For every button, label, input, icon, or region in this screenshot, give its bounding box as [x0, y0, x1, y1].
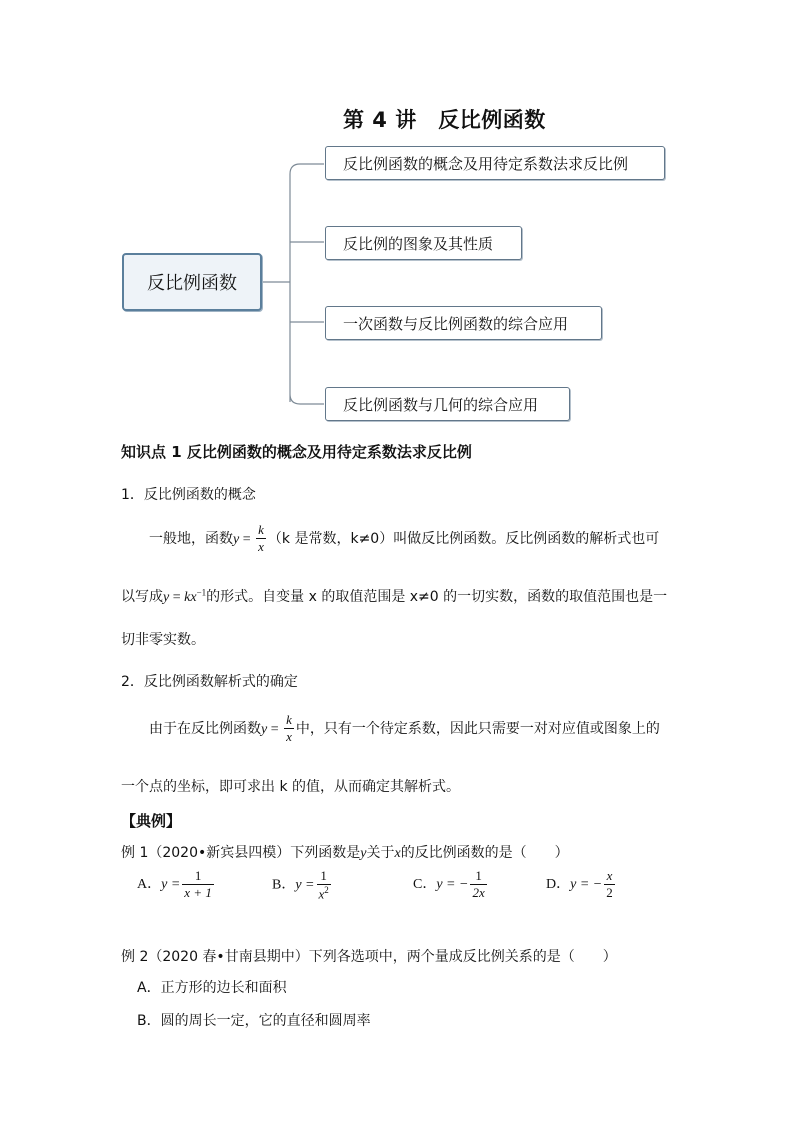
math-lhs: y =	[161, 876, 181, 892]
math-lhs: y =	[295, 877, 315, 893]
math-lhs: y = −	[436, 876, 469, 892]
numerator: 1	[194, 868, 202, 883]
option-a[interactable]: A．正方形的边长和面积	[137, 980, 287, 996]
mindmap-branch-label: 反比例的图象及其性质	[343, 234, 494, 253]
denominator: x	[258, 539, 264, 555]
fraction	[604, 868, 615, 902]
text: 一般地，函数	[149, 530, 233, 547]
text: 由于在反比例函数	[149, 720, 261, 737]
denominator: x + 1	[184, 885, 212, 901]
option-b[interactable]: B．圆的周长一定，它的直径和圆周率	[137, 1013, 371, 1029]
numerator: 1	[320, 868, 327, 883]
math-var: y	[360, 846, 367, 861]
text: 关于	[366, 845, 395, 861]
den-base: x	[318, 886, 325, 902]
text: 以写成	[121, 589, 163, 605]
option-c[interactable]	[413, 868, 489, 902]
option-label: A．	[137, 876, 162, 892]
math-var: y	[261, 721, 268, 737]
text: 的形式。自变量 x 的取值范围是 x≠0 的一切实数，函数的取值范围也是一	[206, 589, 668, 605]
math-var: y	[233, 531, 240, 547]
option-label: C．	[413, 876, 437, 892]
fraction	[182, 868, 214, 902]
math-op: =	[169, 590, 185, 605]
mindmap-branch-label: 反比例函数的概念及用待定系数法求反比例	[343, 154, 629, 173]
fraction	[317, 868, 331, 903]
option-a[interactable]	[137, 868, 216, 902]
math-var: x	[394, 846, 401, 861]
subheading: 2．反比例函数解析式的确定	[121, 674, 298, 690]
mindmap-branch	[325, 387, 570, 421]
option-label: B．	[272, 877, 296, 893]
math-lhs: y = −	[570, 876, 603, 892]
example-1-stem	[121, 842, 569, 862]
text: 中，只有一个待定系数，因此只需要一对对应值或图象上的	[295, 720, 660, 737]
option-b[interactable]	[272, 868, 333, 903]
mindmap-branch-label: 一次函数与反比例函数的综合应用	[343, 314, 569, 333]
fraction	[256, 522, 266, 556]
denominator	[317, 884, 331, 903]
denominator: 2	[606, 885, 613, 901]
example-2-stem: 例 2（2020 春•甘南县期中）下列各选项中，两个量成反比例关系的是（ ）	[121, 949, 617, 965]
text: 例 1（2020•新宾县四模）下列函数是	[121, 845, 361, 861]
numerator: k	[258, 522, 264, 537]
option-label: D．	[546, 876, 571, 892]
mindmap-root	[122, 253, 262, 311]
denominator: 2x	[472, 885, 485, 901]
numerator: x	[606, 868, 613, 883]
denominator: x	[286, 729, 292, 745]
den-exponent: 2	[324, 885, 329, 896]
paragraph-line	[121, 586, 667, 606]
mindmap-connector	[262, 140, 332, 420]
paragraph-line: 一个点的坐标，即可求出 k 的值，从而确定其解析式。	[121, 779, 461, 795]
paragraph-line: 切非零实数。	[121, 632, 205, 648]
fraction	[284, 712, 294, 746]
numerator: k	[286, 712, 292, 727]
subheading: 1．反比例函数的概念	[121, 487, 256, 503]
mindmap-branch	[325, 226, 522, 260]
text: 的反比例函数的是（ ）	[400, 845, 569, 861]
mindmap-branch-label: 反比例函数与几何的综合应用	[343, 395, 539, 414]
math-var: y	[163, 590, 170, 605]
fraction	[470, 868, 486, 902]
math-op: =	[239, 531, 255, 547]
examples-heading: 【典例】	[121, 812, 182, 830]
mindmap-branch	[325, 306, 602, 340]
math-var: kx	[184, 590, 197, 605]
page-title: 第 4 讲 反比例函数	[343, 108, 546, 132]
paragraph-line	[149, 712, 660, 746]
option-d[interactable]	[546, 868, 617, 902]
numerator: 1	[475, 868, 482, 883]
text: （k 是常数，k≠0）叫做反比例函数。反比例函数的解析式也可	[267, 530, 660, 547]
math-op: =	[267, 721, 283, 737]
paragraph-line	[149, 522, 659, 556]
section-heading: 知识点 1 反比例函数的概念及用待定系数法求反比例	[121, 443, 472, 461]
mindmap-branch	[325, 146, 665, 180]
mindmap-root-label: 反比例函数	[147, 273, 237, 294]
exponent: −1	[196, 587, 207, 598]
